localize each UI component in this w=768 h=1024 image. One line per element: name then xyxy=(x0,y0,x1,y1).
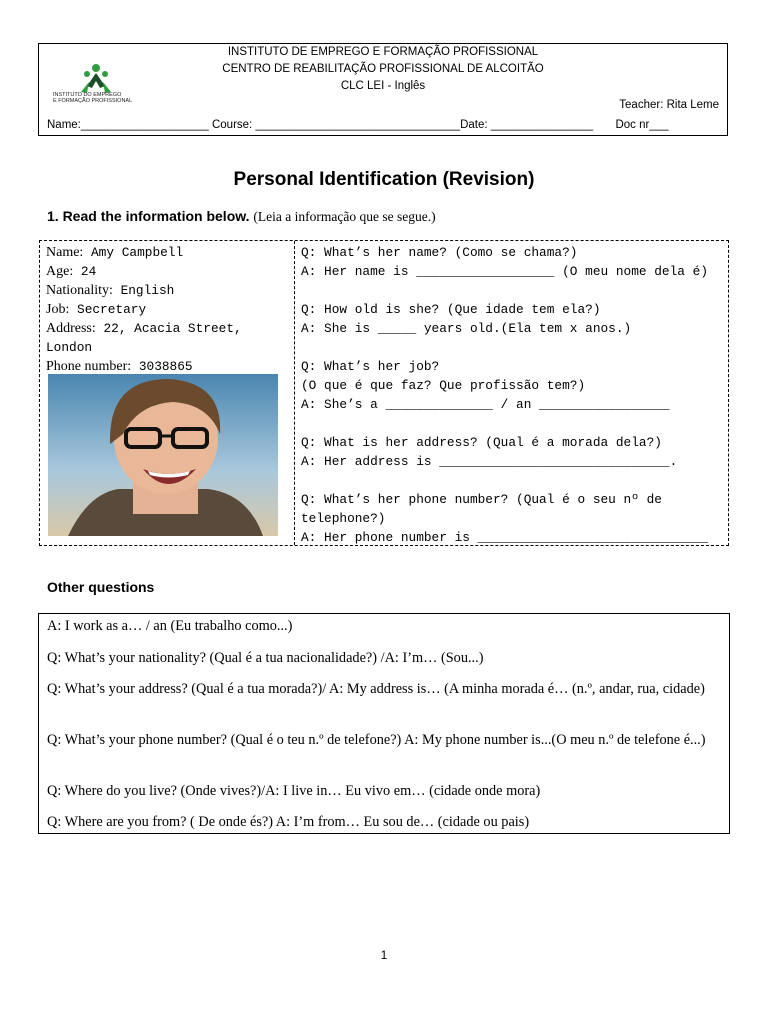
question-line: A: Her phone number is ______________________________ xyxy=(301,530,709,545)
question-list xyxy=(301,243,721,547)
question-line: Q: What is her address? (Qual é a morada dela?) xyxy=(301,435,662,450)
other-question-4: Q: What’s your phone number? (Qual é o teu n.º de telefone?) A: My phone number is...(O meu n.º de telefone é...) xyxy=(47,732,706,748)
profile-job: Job: Secretary xyxy=(46,302,147,317)
question-line: (O que é que faz? Que profissão tem?) xyxy=(301,378,586,393)
question-line: Q: How old is she? (Que idade tem ela?) xyxy=(301,302,601,317)
portrait-photo xyxy=(48,374,278,536)
question-line: Q: What’s her phone number? (Qual é o seu nº de telephone?) xyxy=(301,492,662,526)
other-question-3: Q: What’s your address? (Qual é a tua morada?)/ A: My address is… (A minha morada é… (n.º, andar, rua, cidade) xyxy=(47,681,705,697)
page-title: Personal Identification (Revision) xyxy=(233,169,535,190)
logo-caption: INSTITUTO DO EMPREGO E FORMAÇÃO PROFISSIONAL xyxy=(53,92,133,104)
column-divider xyxy=(294,241,295,545)
course-name: CLC LEI - Inglês xyxy=(340,80,426,92)
profile-address: Address: 22, Acacia Street, London xyxy=(46,321,242,355)
institute-name: INSTITUTO DE EMPREGO E FORMAÇÃO PROFISSIONAL xyxy=(227,46,539,58)
profile-phone: Phone number: 3038865 xyxy=(46,359,193,374)
question-line xyxy=(301,338,721,357)
question-line: A: Her address is ______________________________. xyxy=(301,454,678,469)
center-name: CENTRO DE REABILITAÇÃO PROFISSIONAL DE ALCOITÃO xyxy=(222,63,544,75)
question-line: A: Her name is __________________ (O meu nome dela é) xyxy=(301,264,709,279)
question-line xyxy=(301,471,721,490)
other-question-1: A: I work as a… / an (Eu trabalho como...) xyxy=(47,618,293,634)
other-question-6: Q: Where are you from? ( De onde és?) A: I’m from… Eu sou de… (cidade ou pais) xyxy=(47,814,530,830)
student-fields: Name:____________________ Course: ________________________________Date: ________________ Doc nr___ xyxy=(47,119,669,131)
profile-age: Age: 24 xyxy=(46,264,97,279)
teacher-name: Teacher: Rita Leme xyxy=(619,99,719,111)
question-line xyxy=(301,414,721,433)
question-line: Q: What’s her name? (Como se chama?) xyxy=(301,245,578,260)
other-question-5: Q: Where do you live? (Onde vives?)/A: I live in… Eu vivo em… (cidade onde mora) xyxy=(47,783,541,799)
exercise-1-translation: (Leia a informação que se segue.) xyxy=(253,209,436,224)
question-line: A: She’s a ______________ / an _________________ xyxy=(301,397,670,412)
document-header xyxy=(38,43,728,136)
other-questions-title: Other questions xyxy=(47,579,155,595)
profile-box xyxy=(39,240,729,546)
question-line xyxy=(301,281,721,300)
profile-details xyxy=(46,243,286,376)
other-questions-box xyxy=(38,613,730,834)
question-line: Q: What’s her job? xyxy=(301,359,440,374)
exercise-1-instruction: 1. Read the information below. xyxy=(47,208,250,224)
question-line: A: She is _____ years old.(Ela tem x anos.) xyxy=(301,321,632,336)
page-number: 1 xyxy=(380,948,388,962)
exercise-1-heading xyxy=(47,208,436,225)
other-question-2: Q: What’s your nationality? (Qual é a tua nacionalidade?) /A: I’m… (Sou...) xyxy=(47,650,484,666)
profile-nationality: Nationality: English xyxy=(46,283,175,298)
profile-name: Name: Amy Campbell xyxy=(46,245,184,260)
